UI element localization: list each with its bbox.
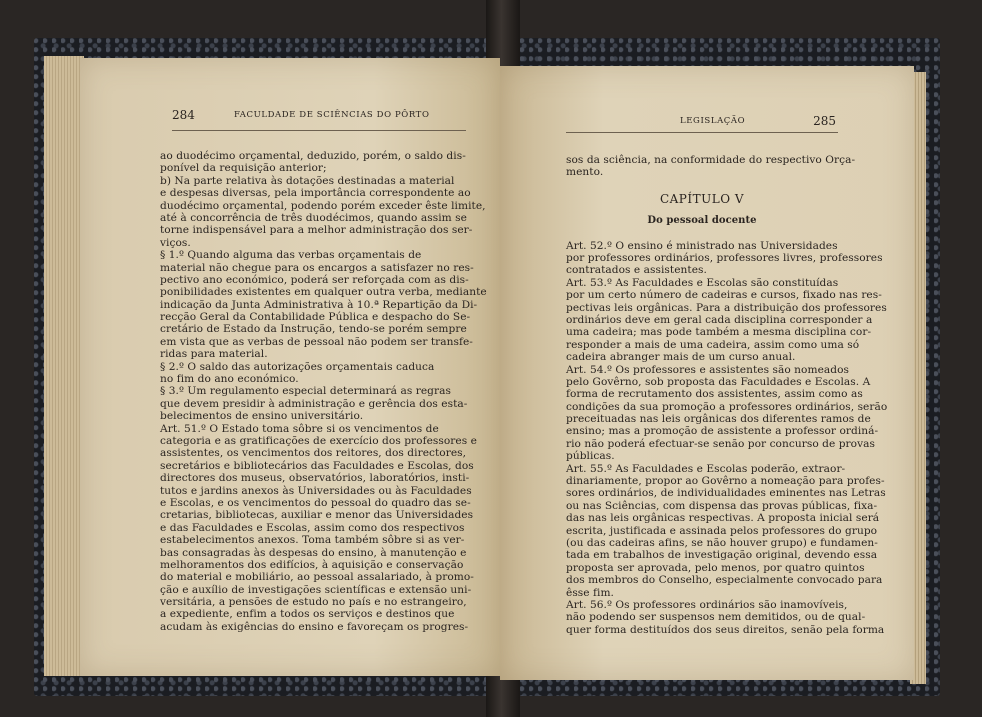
text-line: ou nas Sciências, com dispensa das provas públicas, fixa- (566, 499, 878, 512)
right-running-title: LEGISLAÇÃO (680, 116, 746, 126)
right-header-rule (566, 132, 838, 133)
text-line: (ou das cadeiras afins, se não houver grupo) e fundamen- (566, 536, 878, 549)
text-line: ponível da requisição anterior; (160, 162, 327, 175)
text-line: dinariamente, propor ao Govêrno a nomeação para profes- (566, 475, 885, 488)
text-line: até à concorrência de três duodécimos, quando assim se (160, 211, 467, 224)
text-line: ensino; mas a promoção de assistente a professor ordiná- (566, 425, 879, 438)
left-page-number: 284 (172, 108, 195, 122)
right-running-head (566, 116, 836, 130)
text-line: das nas leis orgânicas respectivas. A proposta inicial será (566, 512, 880, 525)
text-line: e despesas diversas, pela importância correspondente ao (160, 187, 471, 200)
left-header-rule (172, 130, 466, 131)
text-line: no fim do ano económico. (160, 373, 299, 386)
text-line: sos da sciência, na conformidade do respectivo Orça- (566, 154, 856, 166)
right-page-number: 285 (813, 114, 836, 128)
text-line: tada em trabalhos de investigação original, devendo essa (566, 549, 878, 562)
text-line: que devem presidir à administração e gerência dos esta- (160, 397, 468, 410)
text-line: secretários e bibliotecários das Faculdades e Escolas, dos (160, 459, 474, 472)
left-body-text (160, 150, 487, 633)
text-line: b) Na parte relativa às dotações destinadas a material (160, 174, 455, 187)
text-line: Art. 54.º Os professores e assistentes são nomeados (566, 363, 849, 376)
text-line: assistentes, os vencimentos dos reitores, dos directores, (160, 447, 467, 460)
text-line: preceituadas nas leis orgânicas dos diferentes ramos de (566, 413, 871, 426)
text-line: categoria e as gratificações de exercício dos professores e (160, 434, 477, 447)
left-page-edges (44, 56, 84, 676)
text-line: versitária, a pensões de estudo no país e no estrangeiro, (160, 596, 467, 609)
text-line: directores dos museus, observatórios, laboratórios, insti- (160, 472, 470, 485)
text-line: § 3.º Um regulamento especial determinará as regras (160, 385, 451, 398)
text-line: dos membros do Conselho, especialmente convocado para (566, 574, 883, 587)
text-line: ao duodécimo orçamental, deduzido, porém, o saldo dis- (160, 150, 466, 162)
text-line: escrita, justificada e assinada pelos professores do grupo (566, 524, 878, 537)
text-line: acudam às exigências do ensino e favoreçam os progres- (160, 620, 469, 633)
text-line: condições da sua promoção a professores ordinários, serão (566, 400, 888, 413)
text-line: rio não poderá efectuar-se senão por concurso de provas (566, 437, 875, 450)
text-line: e Escolas, e os vencimentos do pessoal do quadro das se- (160, 496, 471, 509)
text-line: proposta ser aprovada, pelo menos, por quatro quintos (566, 561, 865, 574)
left-running-head (172, 110, 464, 124)
left-page (80, 58, 500, 676)
text-line: pectivas leis orgânicas. Para a distribuição dos professores (566, 301, 887, 314)
text-line: não podendo ser suspensos nem demitidos, ou de qual- (566, 611, 866, 624)
text-line: cadeira abranger mais de um curso anual. (566, 351, 796, 364)
text-line: recção Geral da Contabilidade Pública e despacho do Se- (160, 311, 471, 324)
right-body-text (566, 154, 888, 636)
text-line: uma cadeira; mas pode também a mesma disciplina cor- (566, 326, 872, 339)
text-line: responder a mais de uma cadeira, assim como uma só (566, 338, 860, 351)
text-line: duodécimo orçamental, podendo porém exceder êste limite, (160, 199, 486, 212)
text-line: estabelecimentos anexos. Toma também sôbre si as ver- (160, 534, 465, 547)
text-line: melhoramentos dos edifícios, à aquisição e conservação (160, 558, 464, 571)
text-line: sores ordinários, de individualidades eminentes nas Letras (566, 487, 886, 500)
text-line: § 1.º Quando alguma das verbas orçamentais de (160, 249, 422, 262)
text-line: por professores ordinários, professores livres, professores (566, 251, 883, 264)
text-line: Art. 52.º O ensino é ministrado nas Universidades (566, 239, 838, 252)
text-line: públicas. (566, 450, 615, 463)
text-line: em vista que as verbas de pessoal não podem ser transfe- (160, 335, 473, 348)
text-line: a expediente, enfim a todos os serviços e destinos que (160, 608, 455, 621)
text-line: viços. (160, 236, 191, 249)
text-line: Art. 53.º As Faculdades e Escolas são constituídas (566, 276, 839, 289)
text-line: ridas para material. (160, 348, 268, 361)
text-line: indicação da Junta Administrativa à 10.ª Repartição da Di- (160, 298, 478, 311)
text-line: quer forma destituídos dos seus direitos, senão pela forma (566, 623, 885, 636)
text-line: pectivo ano económico, poderá ser reforçada com as dis- (160, 273, 469, 286)
text-line: Art. 56.º Os professores ordinários são inamovíveis, (566, 598, 848, 611)
text-line: ponibilidades existentes em qualquer outra verba, mediante (160, 286, 487, 299)
text-line: § 2.º O saldo das autorizações orçamentais caduca (160, 360, 435, 373)
text-line: cretarias, bibliotecas, auxiliar e menor das Universidades (160, 509, 474, 522)
text-line: bas consagradas às despesas do ensino, à manutenção e (160, 546, 467, 559)
chapter-title: CAPÍTULO V (659, 191, 745, 206)
text-line: êsse fim. (566, 586, 614, 599)
right-page (500, 66, 914, 680)
text-line: pelo Govêrno, sob proposta das Faculdades e Escolas. A (566, 375, 871, 388)
text-line: mento. (566, 166, 604, 179)
text-line: por um certo número de cadeiras e cursos, fixado nas res- (566, 289, 882, 302)
left-running-title: FACULDADE DE SCIÊNCIAS DO PÔRTO (234, 110, 430, 120)
text-line: contratados e assistentes. (566, 264, 707, 277)
text-line: forma de recrutamento dos assistentes, assim como as (566, 388, 863, 401)
text-line: belecimentos de ensino universitário. (160, 410, 364, 423)
text-line: torne indispensável para a melhor administração dos ser- (160, 224, 473, 237)
section-title: Do pessoal docente (647, 215, 757, 227)
text-line: tutos e jardins anexos às Universidades ou às Faculdades (160, 484, 472, 497)
text-line: cretário de Estado da Instrução, tendo-se porém sempre (160, 323, 467, 336)
text-line: ordinários deve em geral cada disciplina corresponder a (566, 313, 873, 326)
text-line: Art. 51.º O Estado toma sôbre si os vencimentos de (160, 422, 439, 435)
text-line: ção e auxílio de investigações scientíficas e extensão uni- (160, 583, 472, 596)
text-line: material não chegue para os encargos a satisfazer no res- (160, 261, 474, 274)
text-line: e das Faculdades e Escolas, assim como dos respectivos (160, 521, 465, 534)
text-line: Art. 55.º As Faculdades e Escolas poderão, extraor- (566, 462, 846, 475)
text-line: do material e mobiliário, ao pessoal assalariado, à promo- (160, 571, 474, 584)
